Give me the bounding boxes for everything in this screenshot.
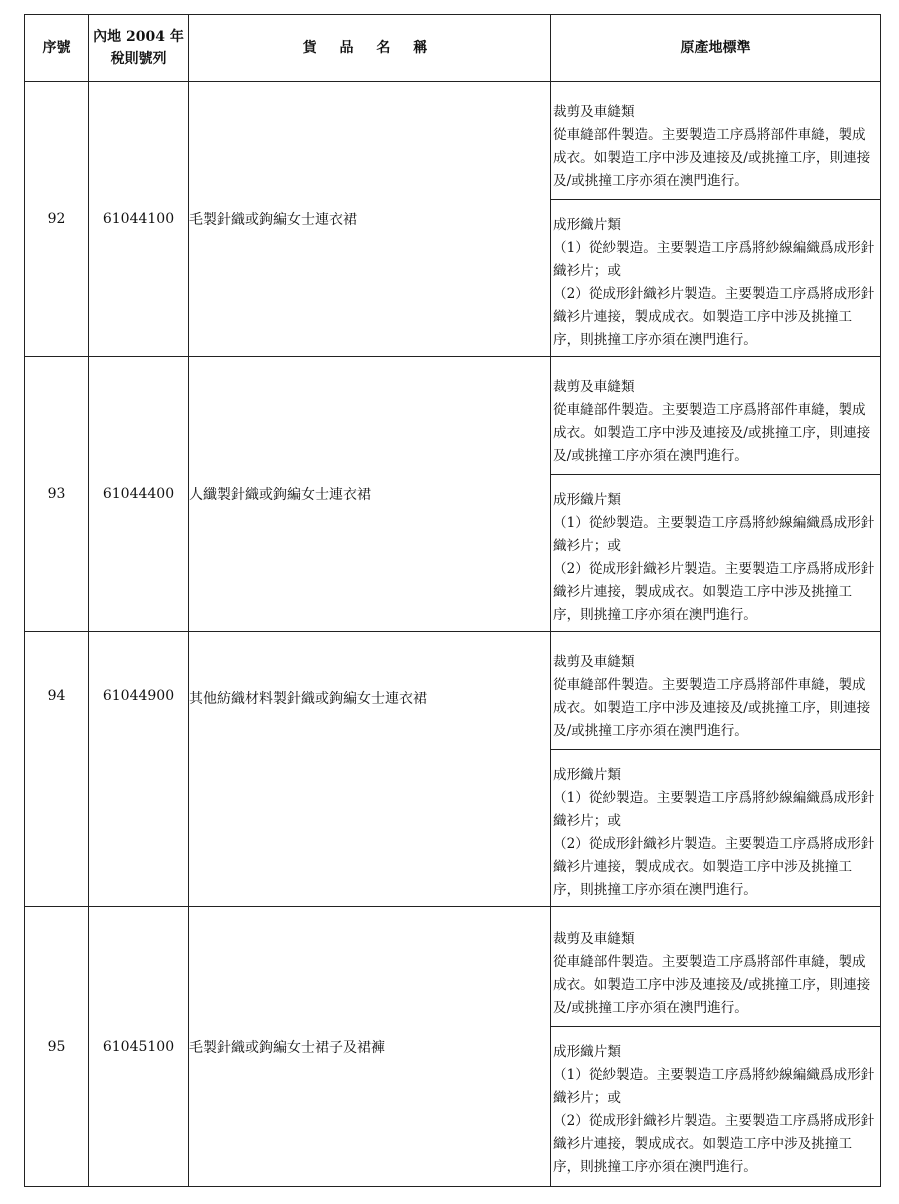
criteria-text: 從車縫部件製造。主要製造工序爲將部件車縫，製成成衣。如製造工序中涉及連接及/或挑撞工序，則連接及/或挑撞工序亦須在澳門進行。	[553, 676, 871, 739]
origin-criteria-cell	[551, 632, 881, 907]
header-goods-name: 貨 品 名 稱	[189, 15, 551, 82]
serial-number: 93	[25, 357, 89, 632]
criteria-text: 從車縫部件製造。主要製造工序爲將部件車縫，製成成衣。如製造工序中涉及連接及/或挑撞工序，則連接及/或挑撞工序亦須在澳門進行。	[553, 954, 871, 1016]
criteria-heading: 裁剪及車縫類	[553, 378, 635, 395]
header-serial-number: 序號	[25, 15, 89, 82]
serial-number: 94	[25, 632, 89, 907]
criteria-cut-and-sew	[551, 87, 880, 199]
criteria-heading: 裁剪及車縫類	[553, 103, 635, 120]
tariff-code: 61045100	[89, 907, 189, 1187]
goods-name: 毛製針織或鉤編女士連衣裙	[189, 82, 551, 357]
header-origin-criteria: 原產地標準	[551, 15, 881, 82]
criteria-heading: 成形織片類	[553, 766, 621, 783]
criteria-heading: 成形織片類	[553, 491, 621, 508]
table-row	[25, 357, 881, 632]
criteria-cut-and-sew	[551, 914, 880, 1026]
criteria-text: 從車縫部件製造。主要製造工序爲將部件車縫，製成成衣。如製造工序中涉及連接及/或挑撞工序，則連接及/或挑撞工序亦須在澳門進行。	[553, 401, 871, 464]
criteria-cut-and-sew	[551, 637, 880, 749]
serial-number: 95	[25, 907, 89, 1187]
criteria-heading: 裁剪及車縫類	[553, 931, 635, 947]
criteria-heading: 裁剪及車縫類	[553, 653, 635, 670]
criteria-fully-fashioned	[551, 474, 880, 627]
tariff-code: 61044100	[89, 82, 189, 357]
criteria-fully-fashioned	[551, 199, 880, 352]
table-row	[25, 632, 881, 907]
criteria-fully-fashioned	[551, 749, 880, 902]
header-row	[25, 15, 881, 82]
table-row	[25, 907, 881, 1187]
goods-name: 毛製針織或鉤編女士裙子及裙褲	[189, 907, 551, 1187]
criteria-heading: 成形織片類	[553, 1044, 621, 1060]
criteria-heading: 成形織片類	[553, 216, 621, 233]
origin-rules-table	[24, 14, 881, 1187]
table-row	[25, 82, 881, 357]
tariff-code: 61044400	[89, 357, 189, 632]
serial-number: 92	[25, 82, 89, 357]
criteria-text: 從車縫部件製造。主要製造工序爲將部件車縫，製成成衣。如製造工序中涉及連接及/或挑撞工序，則連接及/或挑撞工序亦須在澳門進行。	[553, 126, 871, 189]
criteria-text: （1）從紗製造。主要製造工序爲將紗線編織爲成形針織衫片；或 （2）從成形針織衫片製造。主要製造工序爲將成形針織衫片連接，製成成衣。如製造工序中涉及挑撞工序，則挑撞工序亦須在澳門進行。	[553, 1067, 875, 1175]
origin-criteria-cell	[551, 82, 881, 357]
goods-name: 人纖製針織或鉤編女士連衣裙	[189, 357, 551, 632]
criteria-text: （1）從紗製造。主要製造工序爲將紗線編織爲成形針織衫片；或 （2）從成形針織衫片製造。主要製造工序爲將成形針織衫片連接，製成成衣。如製造工序中涉及挑撞工序，則挑撞工序亦須在澳門進行。	[553, 514, 875, 623]
criteria-fully-fashioned	[551, 1026, 880, 1179]
criteria-text: （1）從紗製造。主要製造工序爲將紗線編織爲成形針織衫片；或 （2）從成形針織衫片製造。主要製造工序爲將成形針織衫片連接，製成成衣。如製造工序中涉及挑撞工序，則挑撞工序亦須在澳門進行。	[553, 239, 875, 348]
tariff-code: 61044900	[89, 632, 189, 907]
goods-name: 其他紡織材料製針織或鉤編女士連衣裙	[189, 632, 551, 907]
origin-criteria-cell	[551, 907, 881, 1187]
header-tariff-code: 內地 2004 年 稅則號列	[89, 15, 189, 82]
origin-criteria-cell	[551, 357, 881, 632]
criteria-cut-and-sew	[551, 362, 880, 474]
criteria-text: （1）從紗製造。主要製造工序爲將紗線編織爲成形針織衫片；或 （2）從成形針織衫片製造。主要製造工序爲將成形針織衫片連接，製成成衣。如製造工序中涉及挑撞工序，則挑撞工序亦須在澳門進行。	[553, 789, 875, 898]
